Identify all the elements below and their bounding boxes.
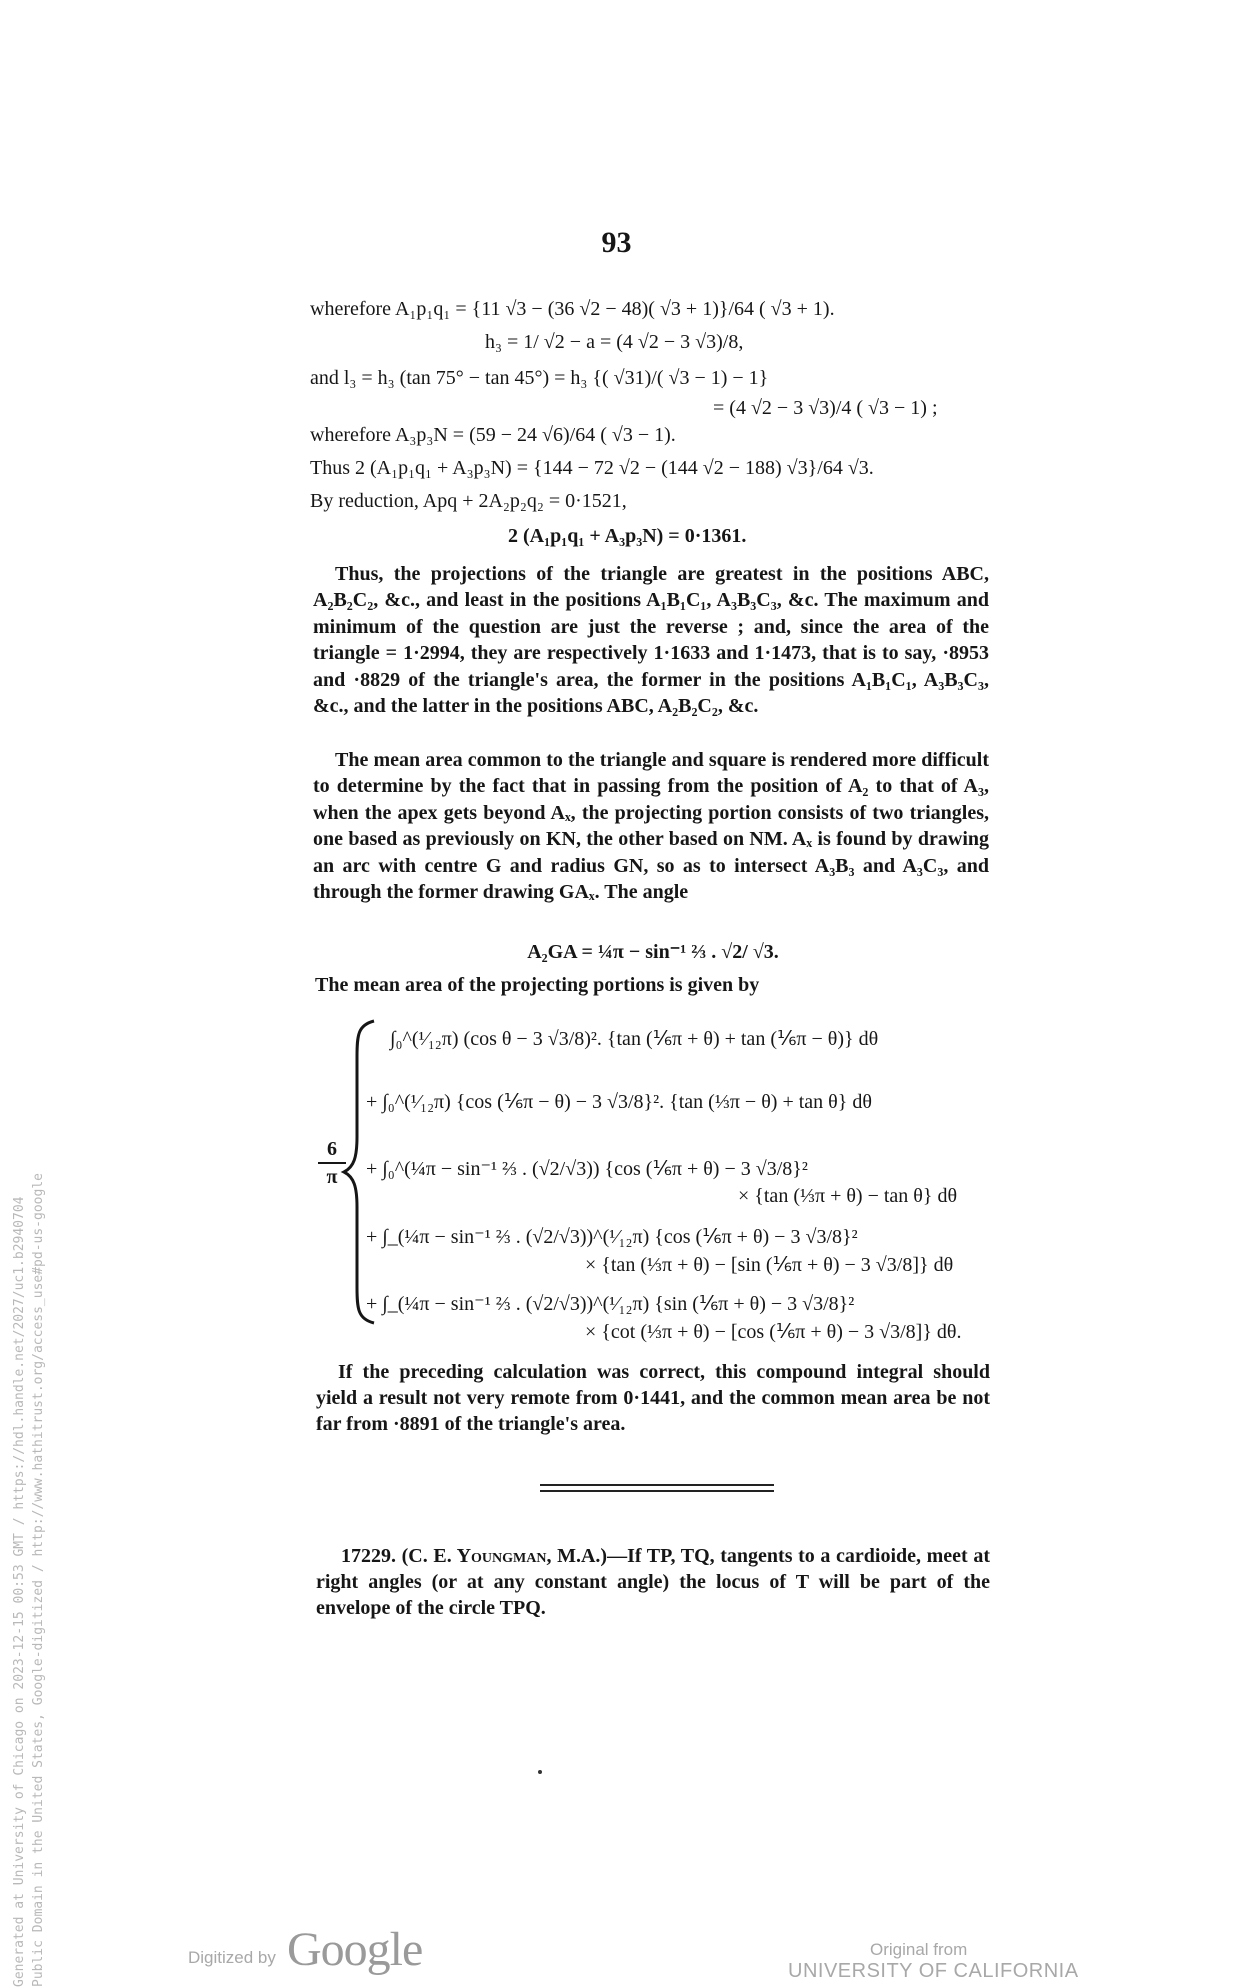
equation-line: and l₃ = h₃ (tan 75° − tan 45°) = h₃ {( √31)/( √3 − 1) − 1} xyxy=(310,367,769,389)
integral-term: + ∫₀^(¼π − sin⁻¹ ⅔ . (√2/√3)) {cos (⅙π + θ) − 3 √3/8}² xyxy=(366,1158,808,1180)
angle-equation: A₂GA = ¼π − sin⁻¹ ⅔ . √2/ √3. xyxy=(527,941,779,963)
coefficient-numerator: 6 xyxy=(327,1138,337,1160)
equation-line: = (4 √2 − 3 √3)/4 ( √3 − 1) ; xyxy=(713,397,938,419)
integral-term: + ∫₀^(¹⁄₁₂π) {cos (⅙π − θ) − 3 √3/8}². {tan (⅓π − θ) + tan θ} dθ xyxy=(366,1091,872,1113)
equation-line: wherefore A₁p₁q₁ = {11 √3 − (36 √2 − 48)( √3 + 1)}/64 ( √3 + 1). xyxy=(310,298,835,320)
equation-line: wherefore A₃p₃N = (59 − 24 √6)/64 ( √3 − 1). xyxy=(310,424,676,446)
equation-line: By reduction, Apq + 2A₂p₂q₂ = 0·1521, xyxy=(310,490,627,512)
section-rule xyxy=(540,1484,774,1486)
question-author: (C. E. Youngman, M.A.) xyxy=(401,1545,608,1567)
watermark-line: Public Domain in the United States, Google-digitized / http://www.hathitrust.org/access_use#pd-us-google xyxy=(31,1173,46,1987)
printer-dot xyxy=(538,1770,542,1774)
integral-term: + ∫_(¼π − sin⁻¹ ⅔ . (√2/√3))^(¹⁄₁₂π) {sin (⅙π + θ) − 3 √3/8}² xyxy=(366,1293,855,1315)
equation-line: h₃ = 1/ √2 − a = (4 √2 − 3 √3)/8, xyxy=(485,331,744,353)
original-from-label: Original from xyxy=(870,1940,968,1959)
page-number: 93 xyxy=(601,226,632,259)
paragraph-projections: Thus, the projections of the triangle are greatest in the positions ABC, A₂B₂C₂, &c., and least in the positions A₁B₁C₁, A₃B₃C₃, &c. The maximum and minimum of the question are just the reverse ; and, since the area of the triangle = 1·2994, they are respectively 1·1633 and 1·1473, that is to say, ·8953 and ·8829 of the triangle's area, the former in the positions A₁B₁C₁, A₃B₃C₃, &c., and the latter in the positions ABC, A₂B₂C₂, &c. xyxy=(313,563,989,718)
digitized-by-label: Digitized by xyxy=(188,1948,276,1967)
paragraph-conclusion: If the preceding calculation was correct, this compound integral should yield a result not very remote from 0·1441, and the common mean area be not far from ·8891 of the triangle's area. xyxy=(316,1361,990,1435)
integral-term-continued: × {tan (⅓π + θ) − tan θ} dθ xyxy=(738,1185,958,1207)
equation-line: Thus 2 (A₁p₁q₁ + A₃p₃N) = {144 − 72 √2 − (144 √2 − 188) √3}/64 √3. xyxy=(310,457,874,479)
section-rule xyxy=(540,1490,774,1492)
integral-term-continued: × {tan (⅓π + θ) − [sin (⅙π + θ) − 3 √3/8]} dθ xyxy=(585,1254,954,1276)
mean-area-intro: The mean area of the projecting portions is given by xyxy=(315,974,760,996)
equation-line: 2 (A₁p₁q₁ + A₃p₃N) = 0·1361. xyxy=(508,525,747,547)
question-17229 xyxy=(316,1543,990,1621)
paragraph-mean-area: The mean area common to the triangle and square is rendered more difficult to determine by the fact that in passing from the position of A₂ to that of A₃, when the apex gets beyond Aₓ, the projecting portion consists of two triangles, one based as previously on KN, the other based on NM. Aₓ is found by drawing an arc with centre G and radius GN, so as to intersect A₃B₃ and A₃C₃, and through the former drawing GAₓ. The angle xyxy=(313,749,989,904)
question-number: 17229. xyxy=(341,1545,396,1567)
integral-term: + ∫_(¼π − sin⁻¹ ⅔ . (√2/√3))^(¹⁄₁₂π) {cos (⅙π + θ) − 3 √3/8}² xyxy=(366,1226,858,1248)
integral-term: ∫₀^(¹⁄₁₂π) (cos θ − 3 √3/8)². {tan (⅙π + θ) + tan (⅙π − θ)} dθ xyxy=(390,1028,879,1050)
coefficient-denominator: π xyxy=(326,1166,338,1188)
google-logo: Google xyxy=(287,1923,423,1976)
watermark-line: Generated at University of Chicago on 2023-12-15 00:53 GMT / https://hdl.handle.net/2027/uc1.b2940704 xyxy=(12,1196,27,1987)
original-institution: UNIVERSITY OF CALIFORNIA xyxy=(788,1960,1079,1982)
integral-term-continued: × {cot (⅓π + θ) − [cos (⅙π + θ) − 3 √3/8]} dθ. xyxy=(585,1321,962,1343)
question-text: —If TP, TQ, tangents to a cardioide, meet at right angles (or at any constant angle) the locus of T will be part of the envelope of the circle TPQ. xyxy=(316,1545,991,1619)
hathitrust-watermark xyxy=(10,1173,48,1987)
